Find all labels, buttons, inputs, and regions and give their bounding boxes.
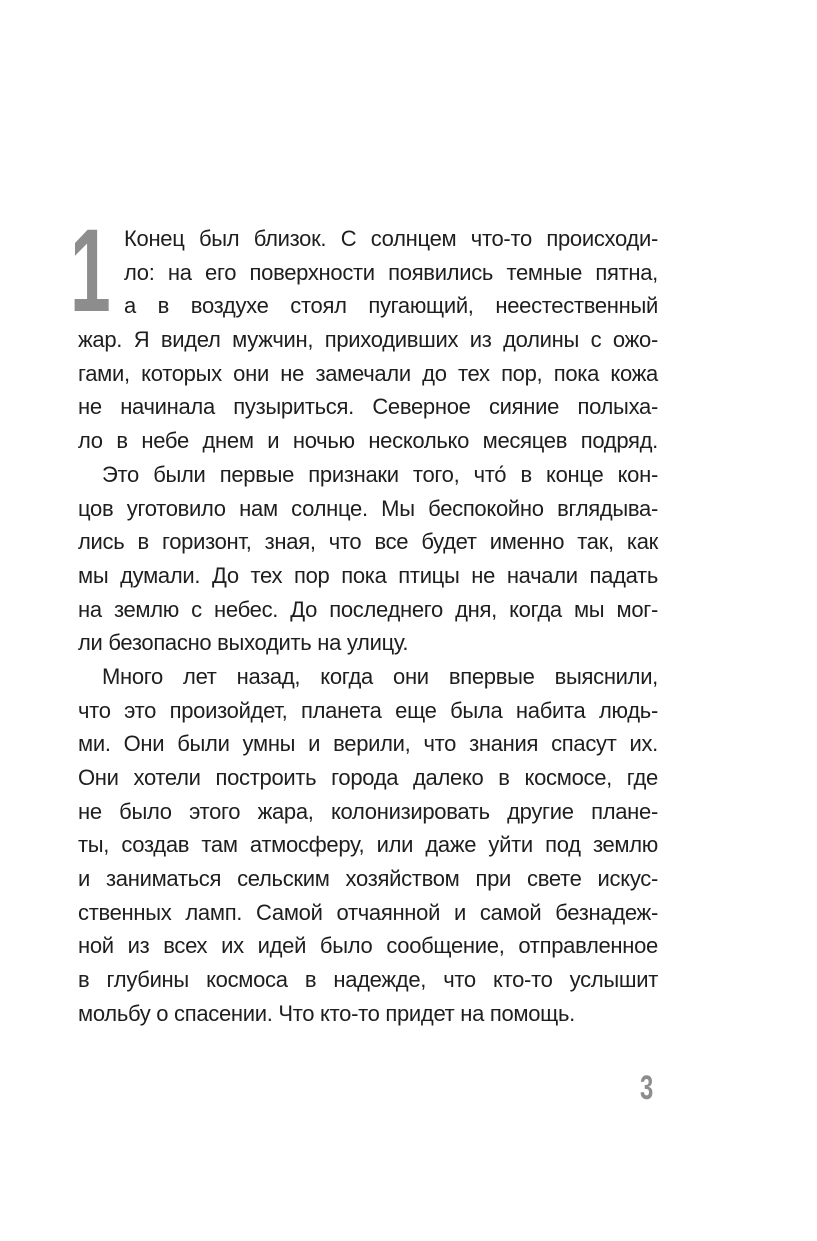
paragraph-1-line-3: а в воздухе стоял пугающий, неестественный	[124, 293, 658, 319]
page-number: 3	[640, 1069, 654, 1107]
paragraph-2-line-6: ли безопасно выходить на улицу.	[78, 630, 409, 656]
paragraph-3-line-9: ной из всех их идей было сообщение, отправленное	[78, 933, 658, 959]
paragraph-1-line-1: Конец был близок. С солнцем что-то происходи-	[124, 226, 658, 251]
paragraph-3-line-4: Они хотели построить города далеко в космосе, где	[78, 765, 658, 790]
paragraph-2-line-2: цов уготовило нам солнце. Мы беспокойно вглядыва-	[78, 495, 658, 521]
paragraph-1-line-2: ло: на его поверхности появились темные пятна,	[124, 259, 658, 285]
paragraph-1-line-5: гами, которых они не замечали до тех пор, пока кожа	[78, 360, 658, 386]
paragraph-1-line-4: жар. Я видел мужчин, приходивших из долины с ожо-	[78, 327, 658, 353]
paragraph-2-line-1: Это были первые признаки того, что́ в конце кон-	[102, 461, 658, 487]
body-text	[78, 222, 658, 1031]
paragraph-3-line-2: что это произойдет, планета еще была набита людь-	[78, 697, 658, 723]
paragraph-3-line-5: не было этого жара, колонизировать другие плане-	[78, 798, 658, 824]
paragraph-3-line-11: мольбу о спасении. Что кто-то придет на помощь.	[78, 1000, 575, 1026]
paragraph-3-line-3: ми. Они были умны и верили, что знания спасут их.	[78, 731, 658, 757]
paragraph-3-line-8: ственных ламп. Самой отчаянной и самой безнадеж-	[78, 899, 658, 925]
paragraph-1-line-6: не начинала пузыриться. Северное сияние полыха-	[78, 394, 658, 420]
paragraph-2-line-5: на землю с небес. До последнего дня, когда мы мог-	[78, 596, 658, 622]
paragraph-3-line-6: ты, создав там атмосферу, или даже уйти под землю	[78, 832, 658, 858]
paragraph-3-line-10: в глубины космоса в надежде, что кто-то услышит	[78, 967, 658, 993]
chapter-number: 1	[70, 205, 111, 337]
paragraph-1-line-7: ло в небе днем и ночью несколько месяцев подряд.	[78, 428, 658, 454]
paragraph-3-line-7: и заниматься сельским хозяйством при свете искус-	[78, 866, 658, 892]
paragraph-2-line-3: лись в горизонт, зная, что все будет именно так, как	[78, 529, 658, 555]
paragraph-2-line-4: мы думали. До тех пор пока птицы не начали падать	[78, 562, 658, 588]
paragraph-3-line-1: Много лет назад, когда они впервые выяснили,	[102, 663, 658, 689]
